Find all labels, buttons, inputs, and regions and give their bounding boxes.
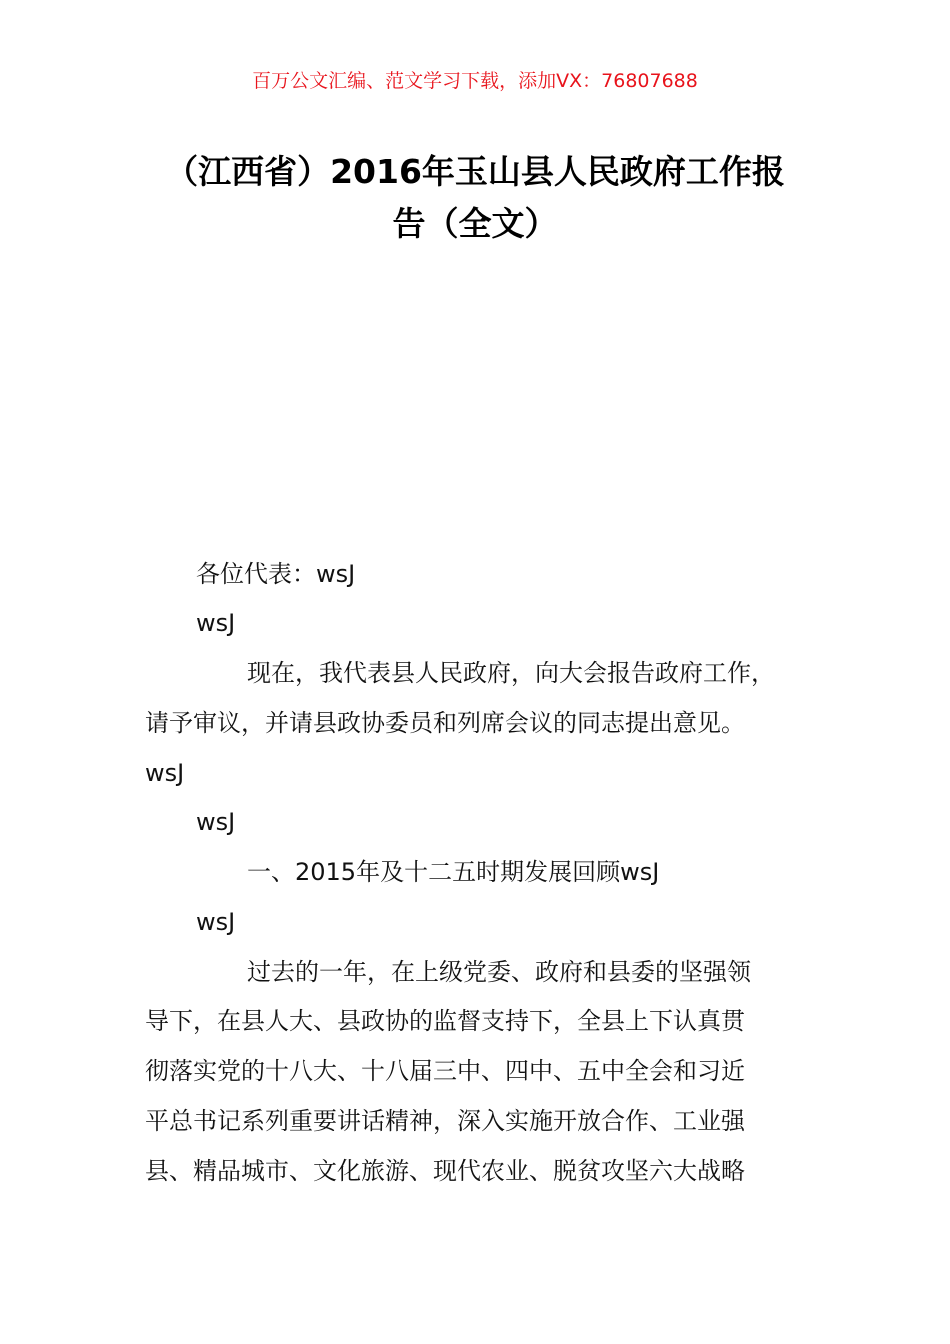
section-heading: 一、2015年及十二五时期发展回顾wsJ [247,858,660,886]
paragraph-2-line-4: 平总书记系列重要讲话精神，深入实施开放合作、工业强 [145,1107,745,1135]
title-line-2: 告（全文） [392,204,558,243]
marker-line: wsJ [196,609,236,637]
marker-line: wsJ [196,808,236,836]
header-watermark-note: 百万公文汇编、范文学习下载，添加VX：76807688 [252,70,698,92]
paragraph-1-line-3: wsJ [145,759,185,787]
marker-line: wsJ [196,908,236,936]
paragraph-1-line-1: 现在，我代表县人民政府，向大会报告政府工作， [247,659,775,687]
paragraph-2-line-2: 导下，在县人大、县政协的监督支持下，全县上下认真贯 [145,1007,745,1035]
paragraph-2-line-3: 彻落实党的十八大、十八届三中、四中、五中全会和习近 [145,1057,745,1085]
paragraph-2-line-5: 县、精品城市、文化旅游、现代农业、脱贫攻坚六大战略 [145,1157,745,1185]
paragraph-1-line-2: 请予审议，并请县政协委员和列席会议的同志提出意见。 [145,709,745,737]
paragraph-2-line-1: 过去的一年，在上级党委、政府和县委的坚强领 [247,958,751,986]
title-line-1: （江西省）2016年玉山县人民政府工作报 [165,152,785,191]
document-title [130,146,820,250]
salutation: 各位代表：wsJ [196,560,356,588]
